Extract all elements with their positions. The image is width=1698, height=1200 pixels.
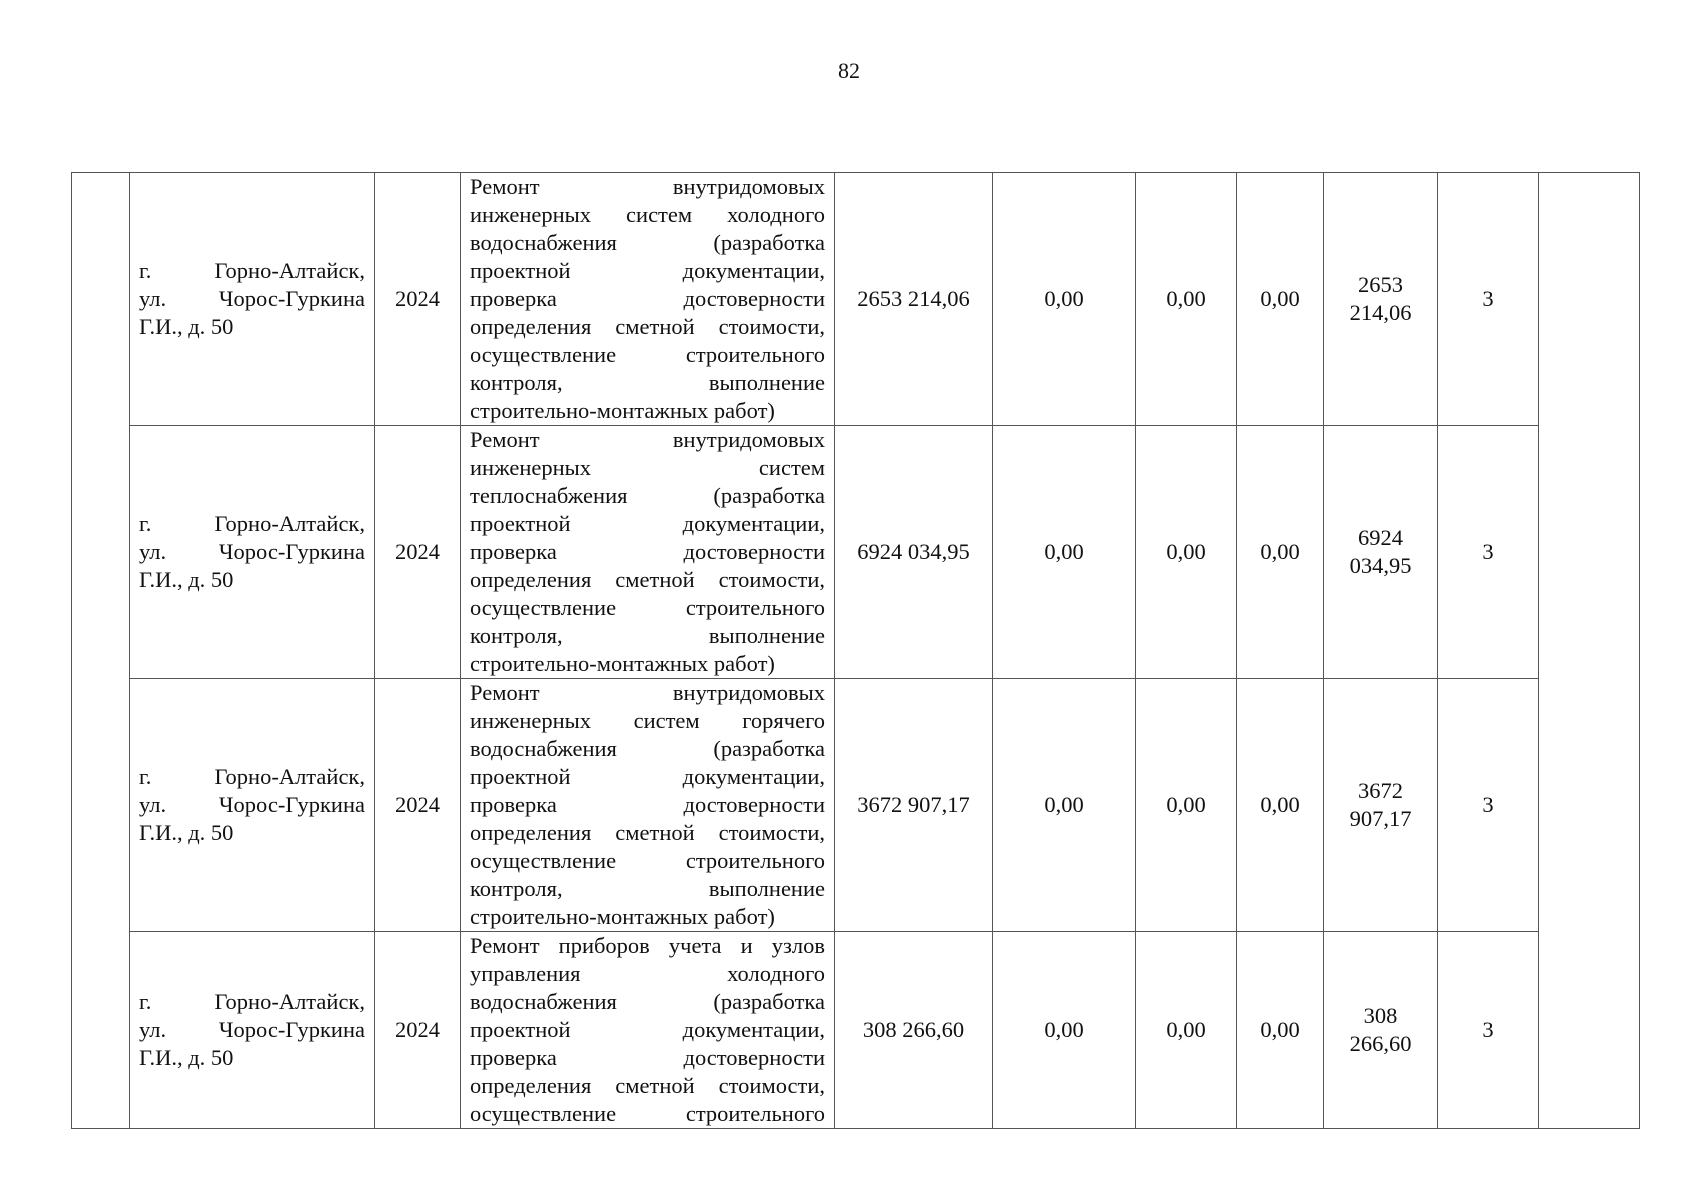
work-description-line: Ремонт внутридомовых	[470, 427, 825, 452]
work-description-line: осуществление строительного	[470, 848, 825, 873]
stage-cell: 3	[1438, 426, 1539, 679]
amount-cell-a: 0,00	[993, 426, 1136, 679]
work-description-line: контроля, выполнение	[470, 876, 825, 901]
address-line: ул. Чорос-Гуркина	[139, 1017, 365, 1042]
amount-cell-a: 0,00	[993, 932, 1136, 1129]
work-description-line: теплоснабжения (разработка	[470, 483, 825, 508]
address-cell	[130, 932, 375, 1129]
work-description-line: инженерных систем	[470, 455, 825, 480]
continued-number-cell	[72, 173, 130, 1129]
work-description-line: определения сметной стоимости,	[470, 820, 825, 845]
amount-cell-c: 0,00	[1237, 173, 1324, 426]
total-cost-line: 3672	[1358, 778, 1403, 803]
stage-cell: 3	[1438, 932, 1539, 1129]
amount-cell-b: 0,00	[1136, 173, 1237, 426]
address-line: ул. Чорос-Гуркина	[139, 539, 365, 564]
amount-cell-b: 0,00	[1136, 426, 1237, 679]
address-line: Г.И., д. 50	[139, 1045, 234, 1070]
work-description-cell	[461, 426, 835, 679]
amount-cell-b: 0,00	[1136, 679, 1237, 932]
address-line: г. Горно-Алтайск,	[139, 989, 365, 1014]
cost-cell: 308 266,60	[835, 932, 993, 1129]
year-cell: 2024	[375, 679, 461, 932]
address-cell	[130, 679, 375, 932]
work-description-line: контроля, выполнение	[470, 623, 825, 648]
address-line: Г.И., д. 50	[139, 567, 234, 592]
work-description-cell	[461, 679, 835, 932]
stage-cell: 3	[1438, 679, 1539, 932]
amount-cell-b: 0,00	[1136, 932, 1237, 1129]
amount-cell-c: 0,00	[1237, 679, 1324, 932]
work-description-line: инженерных систем горячего	[470, 708, 825, 733]
work-description-line: управления холодного	[470, 961, 825, 986]
work-description-cell	[461, 173, 835, 426]
address-line: Г.И., д. 50	[139, 820, 234, 845]
work-description-cell	[461, 932, 835, 1129]
table-row	[72, 426, 1640, 679]
work-description-line: Ремонт внутридомовых	[470, 174, 825, 199]
address-line: ул. Чорос-Гуркина	[139, 286, 365, 311]
total-cost-line: 2653	[1358, 272, 1403, 297]
amount-cell-a: 0,00	[993, 679, 1136, 932]
address-line: ул. Чорос-Гуркина	[139, 792, 365, 817]
year-cell: 2024	[375, 173, 461, 426]
work-description-line: осуществление строительного	[470, 595, 825, 620]
address-cell	[130, 173, 375, 426]
work-description-line: проверка достоверности	[470, 792, 825, 817]
address-line: г. Горно-Алтайск,	[139, 258, 365, 283]
stage-cell: 3	[1438, 173, 1539, 426]
table-row	[72, 679, 1640, 932]
work-description-line: осуществление строительного	[470, 342, 825, 367]
year-cell: 2024	[375, 426, 461, 679]
total-cost-line: 266,60	[1349, 1031, 1412, 1056]
continued-last-cell	[1539, 173, 1640, 1129]
work-description-line: определения сметной стоимости,	[470, 1073, 825, 1098]
work-description-line: водоснабжения (разработка	[470, 736, 825, 761]
work-description-line: осуществление строительного	[470, 1101, 825, 1126]
total-cost-line: 034,95	[1349, 553, 1412, 578]
work-description-line: водоснабжения (разработка	[470, 230, 825, 255]
work-description-line: водоснабжения (разработка	[470, 989, 825, 1014]
year-cell: 2024	[375, 932, 461, 1129]
table-row	[72, 173, 1640, 426]
work-description-line: проверка достоверности	[470, 539, 825, 564]
work-description-line: проектной документации,	[470, 1017, 825, 1042]
work-description-line: определения сметной стоимости,	[470, 314, 825, 339]
amount-cell-c: 0,00	[1237, 932, 1324, 1129]
work-description-line: проектной документации,	[470, 511, 825, 536]
work-description-line: контроля, выполнение	[470, 370, 825, 395]
work-description-line: проектной документации,	[470, 764, 825, 789]
address-line: г. Горно-Алтайск,	[139, 764, 365, 789]
cost-cell: 2653 214,06	[835, 173, 993, 426]
work-description-line: строительно-монтажных работ)	[470, 651, 775, 676]
total-cost-line: 214,06	[1349, 300, 1412, 325]
table-row	[72, 932, 1640, 1129]
amount-cell-c: 0,00	[1237, 426, 1324, 679]
amount-cell-a: 0,00	[993, 173, 1136, 426]
total-cost-cell	[1324, 173, 1438, 426]
work-description-line: проверка достоверности	[470, 1045, 825, 1070]
work-description-line: Ремонт внутридомовых	[470, 680, 825, 705]
work-description-line: инженерных систем холодного	[470, 202, 825, 227]
repair-schedule-table	[71, 172, 1640, 1129]
total-cost-cell	[1324, 932, 1438, 1129]
address-cell	[130, 426, 375, 679]
work-description-line: проектной документации,	[470, 258, 825, 283]
total-cost-line: 6924	[1358, 525, 1403, 550]
page-number: 82	[838, 58, 860, 83]
total-cost-line: 907,17	[1349, 806, 1412, 831]
total-cost-cell	[1324, 426, 1438, 679]
address-line: Г.И., д. 50	[139, 314, 234, 339]
work-description-line: определения сметной стоимости,	[470, 567, 825, 592]
work-description-line: проверка достоверности	[470, 286, 825, 311]
address-line: г. Горно-Алтайск,	[139, 511, 365, 536]
cost-cell: 6924 034,95	[835, 426, 993, 679]
work-description-line: строительно-монтажных работ)	[470, 904, 775, 929]
total-cost-line: 308	[1363, 1003, 1398, 1028]
total-cost-cell	[1324, 679, 1438, 932]
cost-cell: 3672 907,17	[835, 679, 993, 932]
work-description-line: строительно-монтажных работ)	[470, 398, 775, 423]
work-description-line: Ремонт приборов учета и узлов	[470, 933, 825, 958]
